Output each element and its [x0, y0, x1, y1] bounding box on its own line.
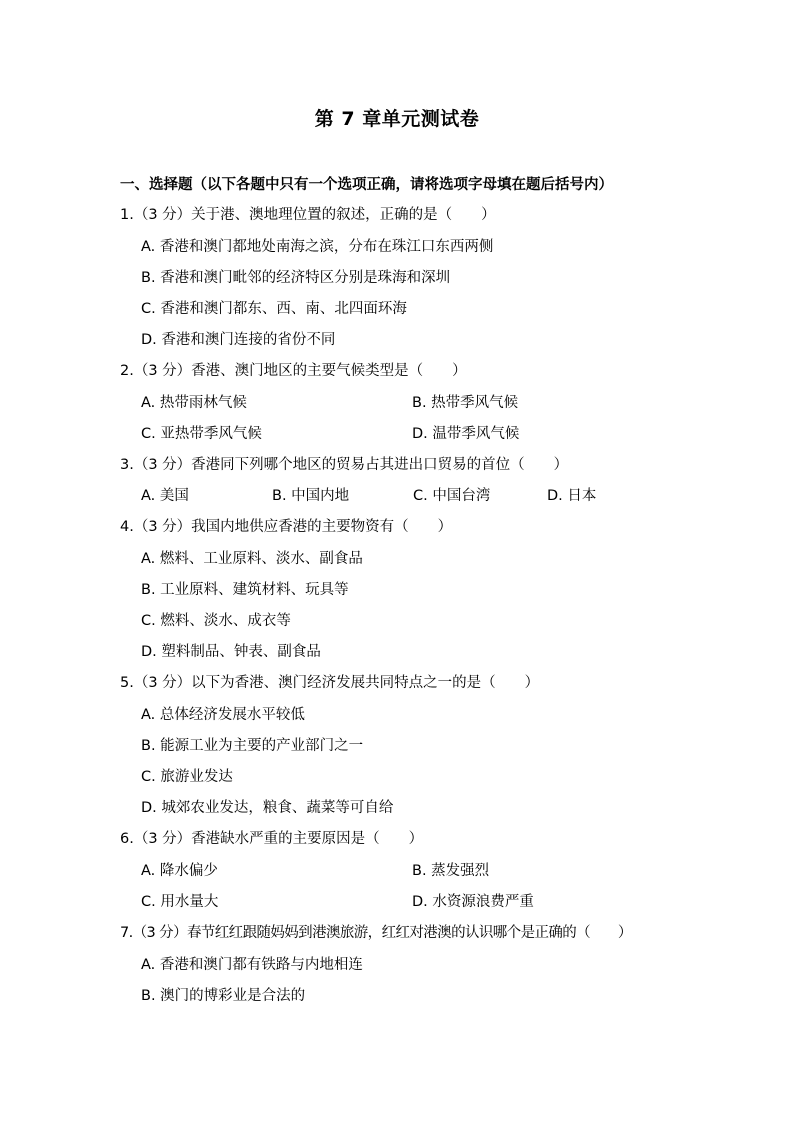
question-1-option-d: D. 香港和澳门连接的省份不同	[141, 332, 336, 348]
question-2-option-b: B. 热带季风气候	[412, 395, 519, 411]
question-3-option-d: D. 日本	[547, 488, 597, 504]
question-4-option-c: C. 燃料、淡水、成衣等	[141, 613, 291, 629]
question-2-option-c: C. 亚热带季风气候	[141, 426, 262, 442]
question-4-option-a: A. 燃料、工业原料、淡水、副食品	[141, 551, 363, 567]
question-6-option-c: C. 用水量大	[141, 894, 219, 910]
question-3-option-c: C. 中国台湾	[413, 488, 491, 504]
question-3-option-b: B. 中国内地	[272, 488, 350, 504]
question-7-option-b: B. 澳门的博彩业是合法的	[141, 988, 306, 1004]
question-4-option-d: D. 塑料制品、钟表、副食品	[141, 644, 321, 660]
question-5-stem: 5.（3 分）以下为香港、澳门经济发展共同特点之一的是（ ）	[120, 675, 540, 691]
question-4-option-b: B. 工业原料、建筑材料、玩具等	[141, 582, 349, 598]
question-6-stem: 6.（3 分）香港缺水严重的主要原因是（ ）	[120, 831, 424, 847]
question-5-option-a: A. 总体经济发展水平较低	[141, 707, 305, 723]
question-2-option-a: A. 热带雨林气候	[141, 395, 247, 411]
question-6-option-a: A. 降水偏少	[141, 863, 218, 879]
question-3-stem: 3.（3 分）香港同下列哪个地区的贸易占其进出口贸易的首位（ ）	[120, 457, 569, 473]
question-7-stem: 7.（3 分）春节红红跟随妈妈到港澳旅游，红红对港澳的认识哪个是正确的（ ）	[120, 925, 632, 941]
question-1-option-a: A. 香港和澳门都地处南海之滨，分布在珠江口东西两侧	[141, 239, 494, 255]
question-5-option-d: D. 城郊农业发达，粮食、蔬菜等可自给	[141, 800, 394, 816]
exam-title: 第 7 章单元测试卷	[314, 108, 480, 130]
question-2-stem: 2.（3 分）香港、澳门地区的主要气候类型是（ ）	[120, 363, 467, 379]
question-1-stem: 1.（3 分）关于港、澳地理位置的叙述，正确的是（ ）	[120, 207, 496, 223]
question-7-option-a: A. 香港和澳门都有铁路与内地相连	[141, 957, 363, 973]
question-5-option-c: C. 旅游业发达	[141, 769, 233, 785]
question-5-option-b: B. 能源工业为主要的产业部门之一	[141, 738, 364, 754]
question-6-option-b: B. 蒸发强烈	[412, 863, 490, 879]
section-heading: 一、选择题（以下各题中只有一个选项正确，请将选项字母填在题后括号内）	[120, 177, 613, 193]
question-4-stem: 4.（3 分）我国内地供应香港的主要物资有（ ）	[120, 519, 453, 535]
question-6-option-d: D. 水资源浪费严重	[412, 894, 534, 910]
question-3-option-a: A. 美国	[141, 488, 189, 504]
question-1-option-b: B. 香港和澳门毗邻的经济特区分别是珠海和深圳	[141, 270, 451, 286]
question-1-option-c: C. 香港和澳门都东、西、南、北四面环海	[141, 301, 407, 317]
question-2-option-d: D. 温带季风气候	[412, 426, 520, 442]
